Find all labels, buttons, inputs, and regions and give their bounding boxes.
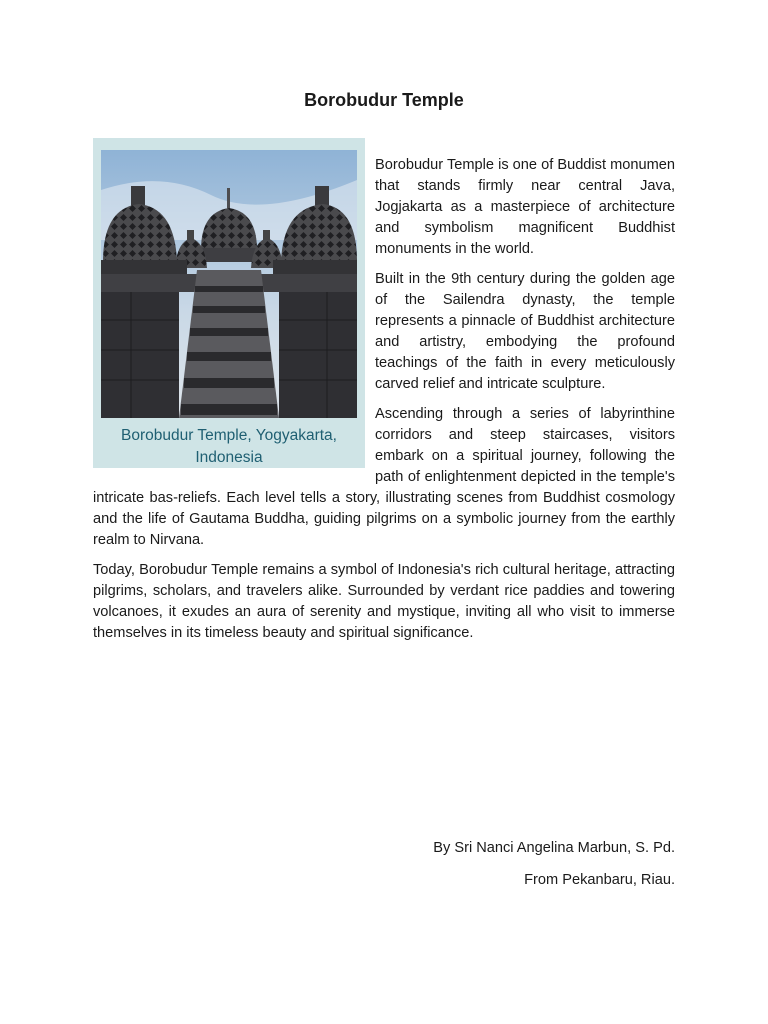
paragraph: Ascending through a series of labyrinthine corridors and steep staircases, visitors embark on a spiritual journey, following the path of enlightenment depicted in the temple's intricate bas-reliefs. Each level tells a story, illustrating scenes from Buddhist cosmology and the life of Gautama Buddha, guiding pilgrims on a symbolic journey from the earthly realm to Nirvana. bbox=[93, 406, 675, 548]
borobudur-temple-photo bbox=[101, 150, 357, 418]
paragraph: Built in the 9th century during the golden age of the Sailendra dynasty, the temple represents a pinnacle of Buddhist architecture and artistry, embodying the profound teachings of the faith in every meticulously carved relief and intricate sculpture. bbox=[375, 271, 675, 392]
paragraph: Borobudur Temple is one of Buddist monumen that stands firmly near central Java, Jogjakarta as a masterpiece of architecture and symbolism magnificent Buddhist monuments in the world. bbox=[375, 157, 675, 257]
article-body bbox=[93, 155, 675, 653]
document-title: Borobudur Temple bbox=[304, 90, 464, 110]
origin-line: From Pekanbaru, Riau. bbox=[524, 872, 675, 888]
paragraph: Today, Borobudur Temple remains a symbol of Indonesia's rich cultural heritage, attracting pilgrims, scholars, and travelers alike. Surrounded by verdant rice paddies and towering volcanoes, it exudes an aura of serenity and mystique, inviting all who visit to immerse themselves in its timeless beauty and spiritual significance. bbox=[93, 562, 675, 641]
photo-caption: Borobudur Temple, Yogyakarta, Indonesia bbox=[120, 427, 337, 466]
photo-figure bbox=[93, 138, 365, 468]
author-line: By Sri Nanci Angelina Marbun, S. Pd. bbox=[433, 840, 675, 856]
